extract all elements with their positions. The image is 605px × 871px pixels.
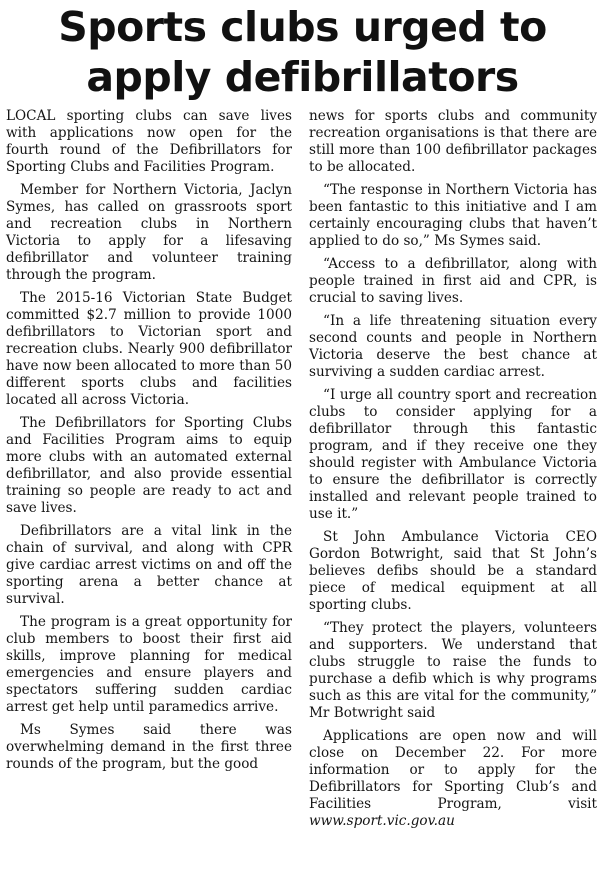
- paragraph: “Access to a defibrillator, along with people trained in first aid and CPR, is crucial to saving lives.: [309, 256, 597, 306]
- paragraph: “In a life threatening situation every second counts and people in Northern Victoria deserve the best chance at surviving a sudden cardiac arrest.: [309, 313, 597, 380]
- right-column: [309, 108, 597, 836]
- article-headline: [0, 0, 605, 102]
- closing-paragraph: [309, 728, 597, 830]
- paragraph: Ms Symes said there was overwhelming demand in the first three rounds of the program, but the good: [6, 722, 292, 772]
- paragraph: St John Ambulance Victoria CEO Gordon Botwright, said that St John’s believes defibs should be a standard piece of medical equipment at all sporting clubs.: [309, 529, 597, 613]
- paragraph: LOCAL sporting clubs can save lives with applications now open for the fourth round of the Defibrillators for Sporting Clubs and Facilities Program.: [6, 108, 292, 175]
- paragraph-continued: news for sports clubs and community recreation organisations is that there are still more than 100 defibrillator packages to be allocated.: [309, 108, 597, 175]
- paragraph: Member for Northern Victoria, Jaclyn Symes, has called on grassroots sport and recreation clubs in Northern Victoria to apply for a lifesaving defibrillator and volunteer training through the program.: [6, 182, 292, 283]
- paragraph: The program is a great opportunity for club members to boost their first aid skills, improve planning for medical emergencies and ensure players and spectators suffering sudden cardiac arrest get help until paramedics arrive.: [6, 614, 292, 715]
- paragraph: Defibrillators are a vital link in the chain of survival, and along with CPR give cardiac arrest victims on and off the sporting arena a better chance at survival.: [6, 523, 292, 607]
- paragraph: The Defibrillators for Sporting Clubs and Facilities Program aims to equip more clubs with an automated external defibrillator, and also provide essential training so people are ready to act and save lives.: [6, 415, 292, 516]
- paragraph: “They protect the players, volunteers and supporters. We understand that clubs struggle to raise the funds to purchase a defib which is why programs such as this are vital for the community,” Mr Botwright said: [309, 620, 597, 721]
- headline-line-1: Sports clubs urged to: [58, 3, 547, 51]
- headline-line-2: apply defibrillators: [86, 53, 519, 101]
- paragraph: “The response in Northern Victoria has been fantastic to this initiative and I am certainly encouraging clubs that haven’t applied to do so,” Ms Symes said.: [309, 182, 597, 249]
- paragraph: “I urge all country sport and recreation clubs to consider applying for a defibrillator through this fantastic program, and if they receive one they should register with Ambulance Victoria to ensure the defibrillator is correctly installed and relevant people trained to use it.”: [309, 387, 597, 522]
- left-column: [6, 108, 292, 779]
- website-link[interactable]: www.sport.vic.gov.au: [309, 813, 455, 829]
- paragraph: The 2015-16 Victorian State Budget committed $2.7 million to provide 1000 defibrillators to Victorian sport and recreation clubs. Nearly 900 defibrillator have now been allocated to more than 50 different sports clubs and facilities located all across Victoria.: [6, 290, 292, 408]
- closing-text: Applications are open now and will close on December 22. For more information or to apply for the Defibrillators for Sporting Club’s and Facilities Program, visit: [309, 728, 597, 812]
